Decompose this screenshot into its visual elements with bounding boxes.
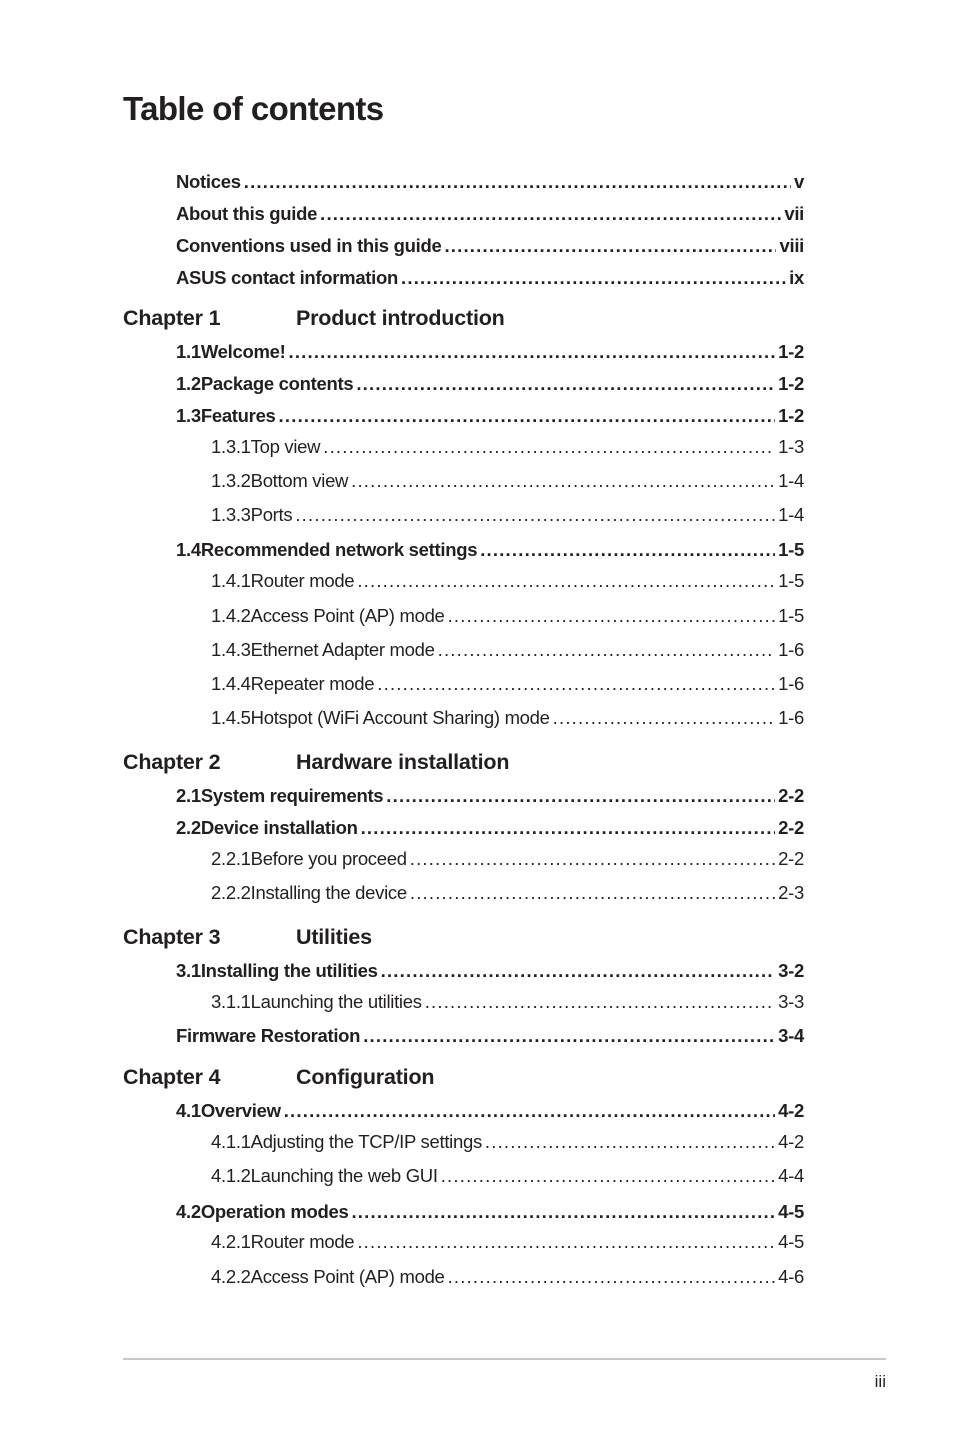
toc-subentry[interactable] <box>211 435 804 459</box>
entry-page-number: 1-6 <box>778 639 804 660</box>
chapter-title: Utilities <box>296 925 372 949</box>
entry-title: Installing the utilities <box>200 960 378 981</box>
dot-leader <box>288 340 775 364</box>
entry-title: Installing the device <box>250 882 407 903</box>
entry-page-number: 4-5 <box>778 1231 804 1252</box>
dot-leader <box>377 672 775 696</box>
page-number: iii <box>874 1372 886 1391</box>
entry-title: Router mode <box>250 570 355 591</box>
entry-page-number: 1-5 <box>778 539 804 560</box>
entry-title: Features <box>200 405 276 426</box>
dot-leader <box>361 816 776 840</box>
entry-title: Ports <box>250 504 293 525</box>
dot-leader <box>441 1164 775 1188</box>
section-number: 3.1.1 <box>211 991 251 1012</box>
entry-page-number: 3-2 <box>778 960 804 981</box>
toc-entry[interactable] <box>176 266 804 290</box>
entry-title: Device installation <box>200 817 358 838</box>
entry-page-number: 1-4 <box>778 504 804 525</box>
dot-leader <box>381 959 776 983</box>
section-number: 1.3.1 <box>211 436 251 457</box>
dot-leader <box>425 990 775 1014</box>
toc-entry[interactable] <box>176 816 804 840</box>
toc-subentry[interactable] <box>211 469 804 493</box>
entry-page-number: 1-2 <box>778 341 804 362</box>
entry-title: Ethernet Adapter mode <box>250 639 435 660</box>
entry-page-number: 1-6 <box>778 673 804 694</box>
dot-leader <box>485 1130 775 1154</box>
section-number: 1.4.2 <box>211 605 251 626</box>
chapter-heading[interactable] <box>123 924 372 950</box>
entry-page-number: ix <box>789 267 804 288</box>
chapter-title: Configuration <box>296 1065 435 1089</box>
entry-page-number: 1-4 <box>778 470 804 491</box>
toc-entry[interactable] <box>176 959 804 983</box>
toc-entry[interactable] <box>176 170 804 194</box>
entry-title: System requirements <box>200 785 384 806</box>
entry-page-number: 2-2 <box>778 848 804 869</box>
section-number: 1.4.1 <box>211 570 251 591</box>
dot-leader <box>357 1230 775 1254</box>
entry-page-number: 1-2 <box>778 405 804 426</box>
page-title: Table of contents <box>123 90 384 127</box>
dot-leader <box>448 1265 776 1289</box>
entry-title: Overview <box>200 1100 281 1121</box>
toc-subentry[interactable] <box>211 1265 804 1289</box>
entry-title: Welcome! <box>200 341 286 362</box>
toc-subentry[interactable] <box>211 990 804 1014</box>
section-number: 1.4.3 <box>211 639 251 660</box>
entry-page-number: 1-6 <box>778 707 804 728</box>
toc-subentry[interactable] <box>211 1130 804 1154</box>
entry-title: Hotspot (WiFi Account Sharing) mode <box>250 707 550 728</box>
entry-title: Firmware Restoration <box>176 1025 361 1046</box>
toc-subentry[interactable] <box>211 672 804 696</box>
section-number: 4.1 <box>176 1100 201 1121</box>
entry-title: Before you proceed <box>250 848 407 869</box>
entry-title: Conventions used in this guide <box>176 235 442 256</box>
section-number: 1.4.4 <box>211 673 251 694</box>
entry-page-number: 4-2 <box>778 1100 804 1121</box>
section-number: 1.4 <box>176 539 201 560</box>
toc-entry[interactable] <box>176 340 804 364</box>
section-number: 2.1 <box>176 785 201 806</box>
toc-subentry[interactable] <box>211 604 804 628</box>
entry-title: Recommended network settings <box>200 539 478 560</box>
toc-subentry[interactable] <box>211 847 804 871</box>
chapter-label: Chapter 3 <box>123 925 221 949</box>
entry-title: Access Point (AP) mode <box>250 605 445 626</box>
section-number: 4.1.1 <box>211 1131 251 1152</box>
entry-title: Adjusting the TCP/IP settings <box>250 1131 482 1152</box>
section-number: 3.1 <box>176 960 201 981</box>
chapter-heading[interactable] <box>123 305 505 331</box>
dot-leader <box>386 784 775 808</box>
toc-entry[interactable] <box>176 1024 804 1048</box>
section-number: 4.2.2 <box>211 1266 251 1287</box>
entry-title: Router mode <box>250 1231 355 1252</box>
dot-leader <box>444 234 776 258</box>
entry-title: Launching the utilities <box>250 991 422 1012</box>
entry-page-number: 3-3 <box>778 991 804 1012</box>
entry-page-number: 4-4 <box>778 1165 804 1186</box>
entry-page-number: 1-5 <box>778 570 804 591</box>
entry-page-number: 2-3 <box>778 882 804 903</box>
dot-leader <box>410 847 775 871</box>
section-number: 4.2 <box>176 1201 201 1222</box>
chapter-title: Hardware installation <box>296 750 510 774</box>
entry-page-number: 1-3 <box>778 436 804 457</box>
chapter-label: Chapter 2 <box>123 750 221 774</box>
dot-leader <box>480 538 775 562</box>
dot-leader <box>284 1099 775 1123</box>
chapter-title: Product introduction <box>296 306 505 330</box>
dot-leader <box>401 266 786 290</box>
chapter-label: Chapter 4 <box>123 1065 221 1089</box>
section-number: 1.2 <box>176 373 201 394</box>
entry-title: Access Point (AP) mode <box>250 1266 445 1287</box>
dot-leader <box>323 435 775 459</box>
toc-subentry[interactable] <box>211 1230 804 1254</box>
section-number: 2.2 <box>176 817 201 838</box>
entry-title: ASUS contact information <box>176 267 399 288</box>
toc-entry[interactable] <box>176 404 804 428</box>
toc-subentry[interactable] <box>211 503 804 527</box>
section-number: 4.2.1 <box>211 1231 251 1252</box>
entry-page-number: vii <box>784 203 804 224</box>
chapter-heading[interactable] <box>123 749 509 775</box>
entry-page-number: 4-6 <box>778 1266 804 1287</box>
toc-subentry[interactable] <box>211 638 804 662</box>
toc-subentry[interactable] <box>211 569 804 593</box>
toc-subentry[interactable] <box>211 706 804 730</box>
dot-leader <box>279 404 776 428</box>
section-number: 4.1.2 <box>211 1165 251 1186</box>
dot-leader <box>438 638 776 662</box>
entry-page-number: 2-2 <box>778 817 804 838</box>
entry-page-number: 1-2 <box>778 373 804 394</box>
toc-entry[interactable] <box>176 1200 804 1224</box>
toc-subentry[interactable] <box>211 881 804 905</box>
entry-title: Package contents <box>200 373 354 394</box>
entry-page-number: 4-2 <box>778 1131 804 1152</box>
toc-subentry[interactable] <box>211 1164 804 1188</box>
dot-leader <box>356 372 775 396</box>
toc-entry[interactable] <box>176 538 804 562</box>
dot-leader <box>320 202 781 226</box>
toc-entry[interactable] <box>176 202 804 226</box>
entry-title: Notices <box>176 171 241 192</box>
toc-entry[interactable] <box>176 1099 804 1123</box>
section-number: 2.2.1 <box>211 848 251 869</box>
entry-page-number: viii <box>779 235 804 256</box>
entry-title: Top view <box>250 436 321 457</box>
entry-title: Launching the web GUI <box>250 1165 438 1186</box>
chapter-label: Chapter 1 <box>123 306 221 330</box>
dot-leader <box>363 1024 775 1048</box>
section-number: 1.4.5 <box>211 707 251 728</box>
entry-title: Bottom view <box>250 470 349 491</box>
entry-title: Repeater mode <box>250 673 375 694</box>
entry-page-number: 3-4 <box>778 1025 804 1046</box>
entry-page-number: 4-5 <box>778 1201 804 1222</box>
entry-title: About this guide <box>176 203 318 224</box>
dot-leader <box>244 170 791 194</box>
section-number: 1.1 <box>176 341 201 362</box>
dot-leader <box>357 569 775 593</box>
entry-page-number: v <box>794 171 804 192</box>
toc-entry[interactable] <box>176 372 804 396</box>
dot-leader <box>295 503 775 527</box>
section-number: 2.2.2 <box>211 882 251 903</box>
dot-leader <box>351 469 775 493</box>
chapter-heading[interactable] <box>123 1064 434 1090</box>
section-number: 1.3.2 <box>211 470 251 491</box>
toc-entry[interactable] <box>176 234 804 258</box>
dot-leader <box>553 706 776 730</box>
dot-leader <box>448 604 776 628</box>
section-number: 1.3 <box>176 405 201 426</box>
entry-page-number: 2-2 <box>778 785 804 806</box>
footer-divider <box>123 1358 886 1360</box>
section-number: 1.3.3 <box>211 504 251 525</box>
entry-page-number: 1-5 <box>778 605 804 626</box>
entry-title: Operation modes <box>200 1201 349 1222</box>
dot-leader <box>351 1200 775 1224</box>
toc-entry[interactable] <box>176 784 804 808</box>
dot-leader <box>410 881 775 905</box>
